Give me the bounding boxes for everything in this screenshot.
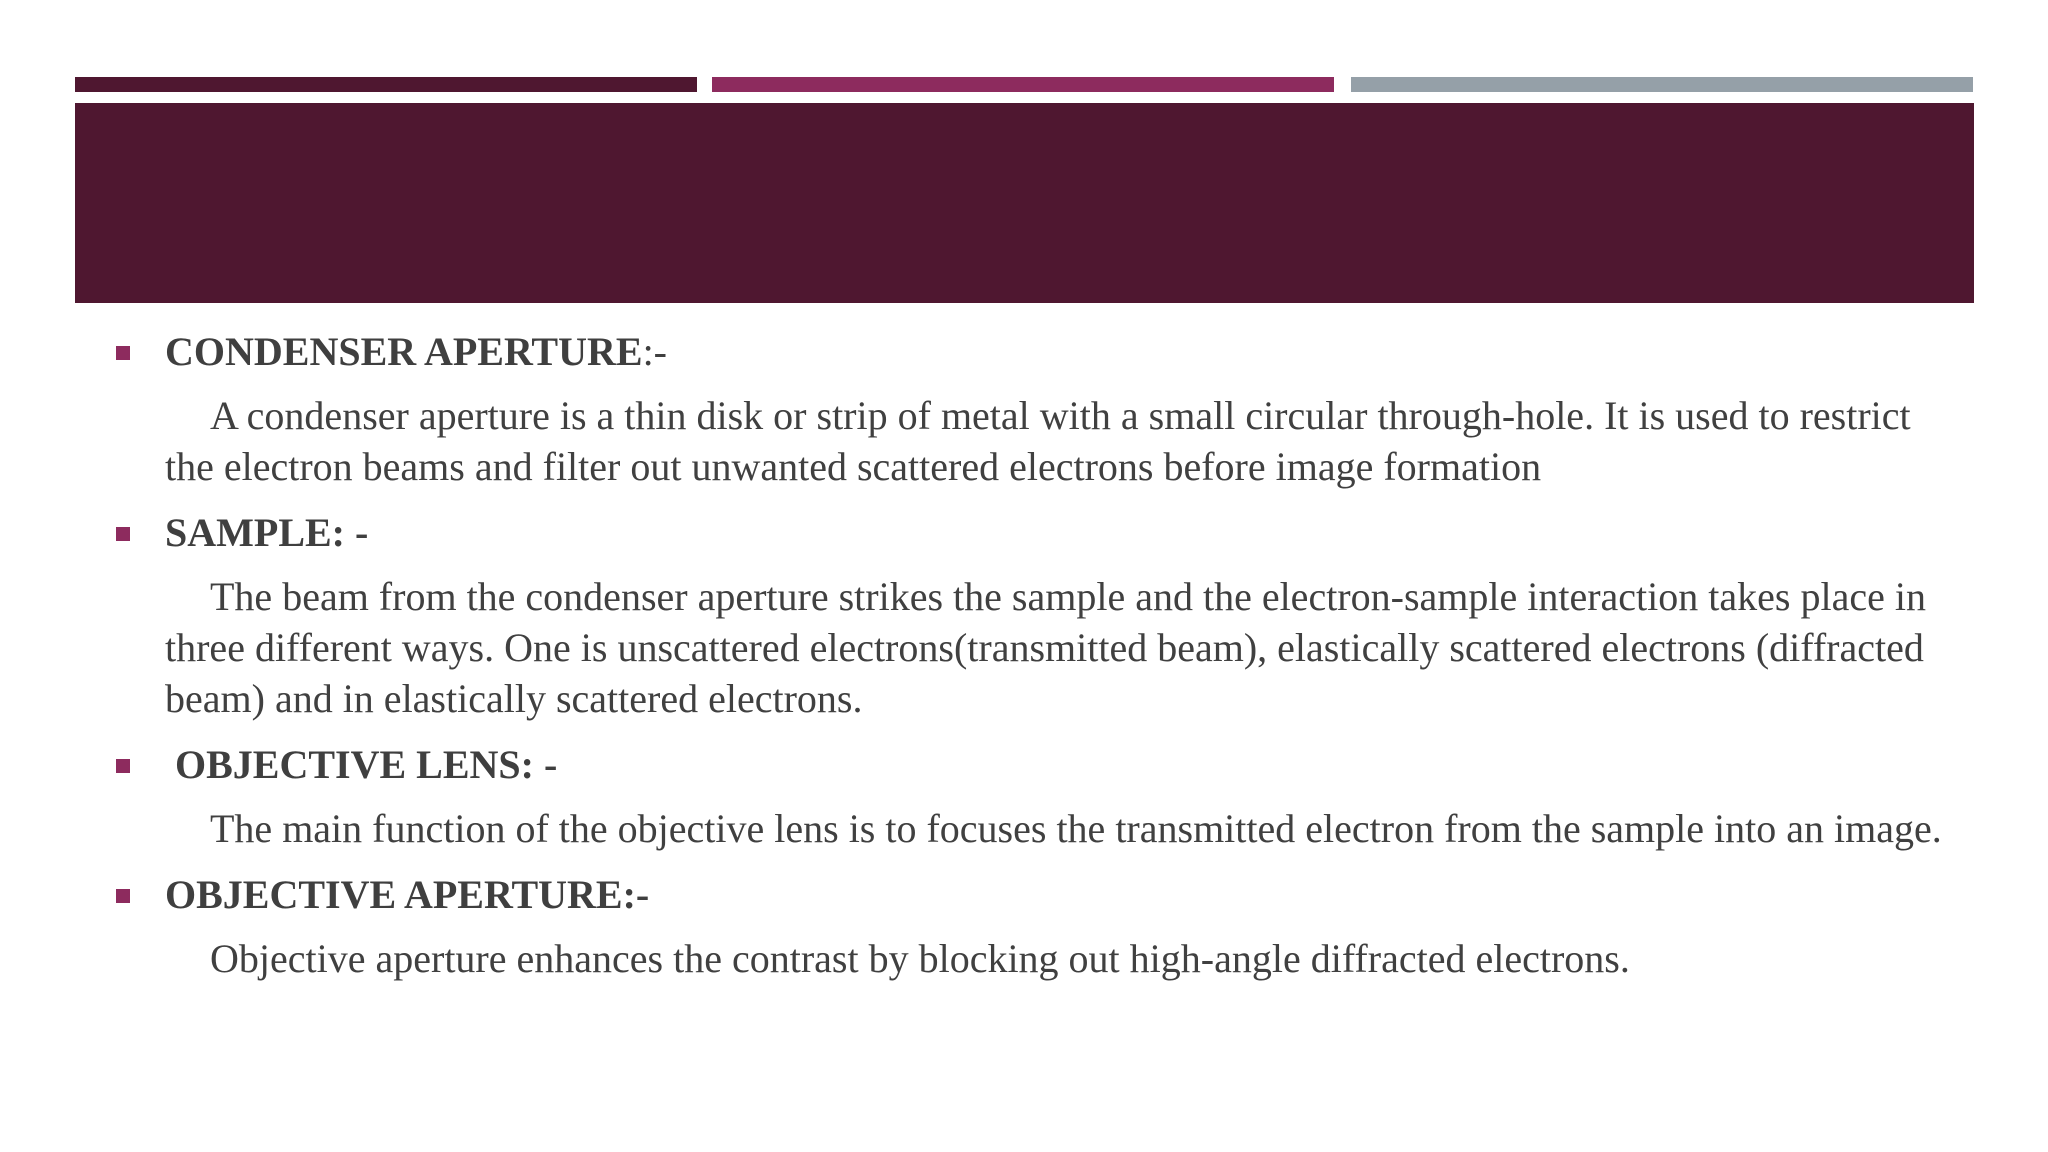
title-band <box>75 103 1974 303</box>
list-item <box>113 322 1963 492</box>
list-item <box>113 735 1963 854</box>
item-heading <box>113 735 1963 795</box>
item-body: A condenser aperture is a thin disk or strip of metal with a small circular through-hole. It is used to restrict the electron beams and filter out unwanted scattered electrons before image formation <box>165 393 1911 489</box>
item-heading <box>113 865 1963 925</box>
square-bullet-icon <box>116 759 130 773</box>
item-heading <box>113 503 1963 563</box>
accent-bar-gray <box>1351 77 1973 92</box>
accent-bar-dark <box>75 77 697 92</box>
item-body: Objective aperture enhances the contrast by blocking out high-angle diffracted electrons. <box>210 936 1630 981</box>
square-bullet-icon <box>116 346 130 360</box>
heading-text: OBJECTIVE LENS: - <box>175 742 558 787</box>
heading-text: SAMPLE: - <box>165 510 369 555</box>
accent-bar-magenta <box>712 77 1334 92</box>
item-heading <box>113 322 1963 382</box>
slide-content <box>113 322 1963 995</box>
heading-suffix: :- <box>642 329 667 374</box>
list-item <box>113 503 1963 724</box>
square-bullet-icon <box>116 889 130 903</box>
heading-text: CONDENSER APERTURE <box>165 329 643 374</box>
heading-text: OBJECTIVE APERTURE:- <box>165 872 650 917</box>
list-item <box>113 865 1963 984</box>
square-bullet-icon <box>116 527 130 541</box>
item-body: The main function of the objective lens is to focuses the transmitted electron from the sample into an image. <box>210 806 1942 851</box>
item-body: The beam from the condenser aperture strikes the sample and the electron-sample interaction takes place in three different ways. One is unscattered electrons(transmitted beam), elastically scattered electrons (diffracted beam) and in elastically scattered electrons. <box>165 574 1926 721</box>
